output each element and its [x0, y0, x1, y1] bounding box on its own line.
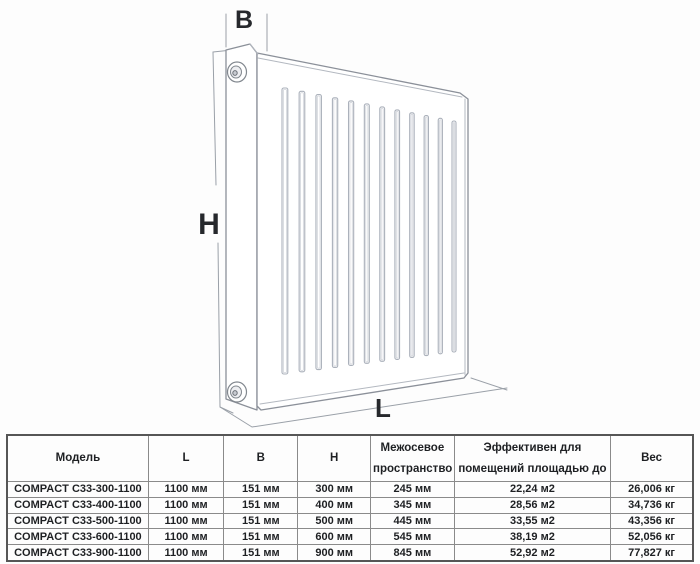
radiator-front-face — [257, 53, 468, 410]
table-cell: COMPACT C33-500-1100 — [7, 513, 148, 529]
table-cell: 77,827 кг — [611, 545, 693, 561]
table-cell: COMPACT C33-600-1100 — [7, 529, 148, 545]
table-cell: 500 мм — [298, 513, 371, 529]
slat — [299, 91, 305, 371]
table-cell: 845 мм — [371, 545, 455, 561]
table-cell: 1100 мм — [148, 497, 223, 513]
table-cell: 151 мм — [224, 497, 298, 513]
table-cell: 52,92 м2 — [454, 545, 610, 561]
radiator-body — [226, 44, 468, 410]
dim-h-line-upper — [213, 52, 216, 185]
slat — [364, 104, 369, 363]
table-cell: 38,19 м2 — [454, 529, 610, 545]
column-header: Эффективен для помещений площадью до — [454, 435, 610, 482]
table-cell: 26,006 кг — [611, 482, 693, 498]
table-cell: 22,24 м2 — [454, 482, 610, 498]
table-cell: 1100 мм — [148, 482, 223, 498]
column-header: Вес — [611, 435, 693, 482]
table-row — [7, 497, 693, 513]
spec-table — [6, 434, 694, 562]
slat — [395, 110, 400, 359]
radiator-side-face — [226, 44, 257, 410]
table-cell: 545 мм — [371, 529, 455, 545]
table-cell: 43,356 кг — [611, 513, 693, 529]
column-header: H — [298, 435, 371, 482]
slat — [332, 98, 337, 368]
table-cell: COMPACT C33-400-1100 — [7, 497, 148, 513]
valve-plug-top — [228, 62, 247, 82]
table-cell: 151 мм — [224, 545, 298, 561]
table-cell: 151 мм — [224, 482, 298, 498]
table-cell: 1100 мм — [148, 513, 223, 529]
table-row — [7, 529, 693, 545]
table-cell: 900 мм — [298, 545, 371, 561]
table-cell: 445 мм — [371, 513, 455, 529]
slat — [380, 107, 385, 361]
table-cell: 151 мм — [224, 529, 298, 545]
dimension-label-b: B — [234, 6, 254, 34]
table-cell: 52,056 кг — [611, 529, 693, 545]
table-cell: 345 мм — [371, 497, 455, 513]
ground-line-right — [471, 378, 507, 390]
slat — [282, 88, 288, 374]
table-row — [7, 545, 693, 561]
column-header: L — [148, 435, 223, 482]
header-row — [7, 435, 693, 482]
table-cell: 28,56 м2 — [454, 497, 610, 513]
column-header: Модель — [7, 435, 148, 482]
valve-plug-bottom — [228, 382, 247, 402]
table-cell: 245 мм — [371, 482, 455, 498]
table-cell: COMPACT C33-900-1100 — [7, 545, 148, 561]
table-row — [7, 482, 693, 498]
dimension-label-h: H — [198, 208, 220, 241]
slat — [316, 95, 321, 370]
table-cell: 33,55 м2 — [454, 513, 610, 529]
spec-table-container — [6, 434, 694, 562]
table-cell: 400 мм — [298, 497, 371, 513]
table-cell: 34,736 кг — [611, 497, 693, 513]
dimension-label-l: L — [375, 393, 391, 423]
slat — [424, 116, 428, 356]
table-cell: 300 мм — [298, 482, 371, 498]
slat — [410, 113, 414, 358]
table-cell: COMPACT C33-300-1100 — [7, 482, 148, 498]
slat — [349, 101, 354, 365]
column-header: B — [224, 435, 298, 482]
column-header: Межосевое пространство — [371, 435, 455, 482]
slat — [438, 118, 442, 353]
table-cell: 600 мм — [298, 529, 371, 545]
table-row — [7, 513, 693, 529]
table-cell: 151 мм — [224, 513, 298, 529]
slat — [452, 121, 456, 352]
table-cell: 1100 мм — [148, 545, 223, 561]
table-cell: 1100 мм — [148, 529, 223, 545]
